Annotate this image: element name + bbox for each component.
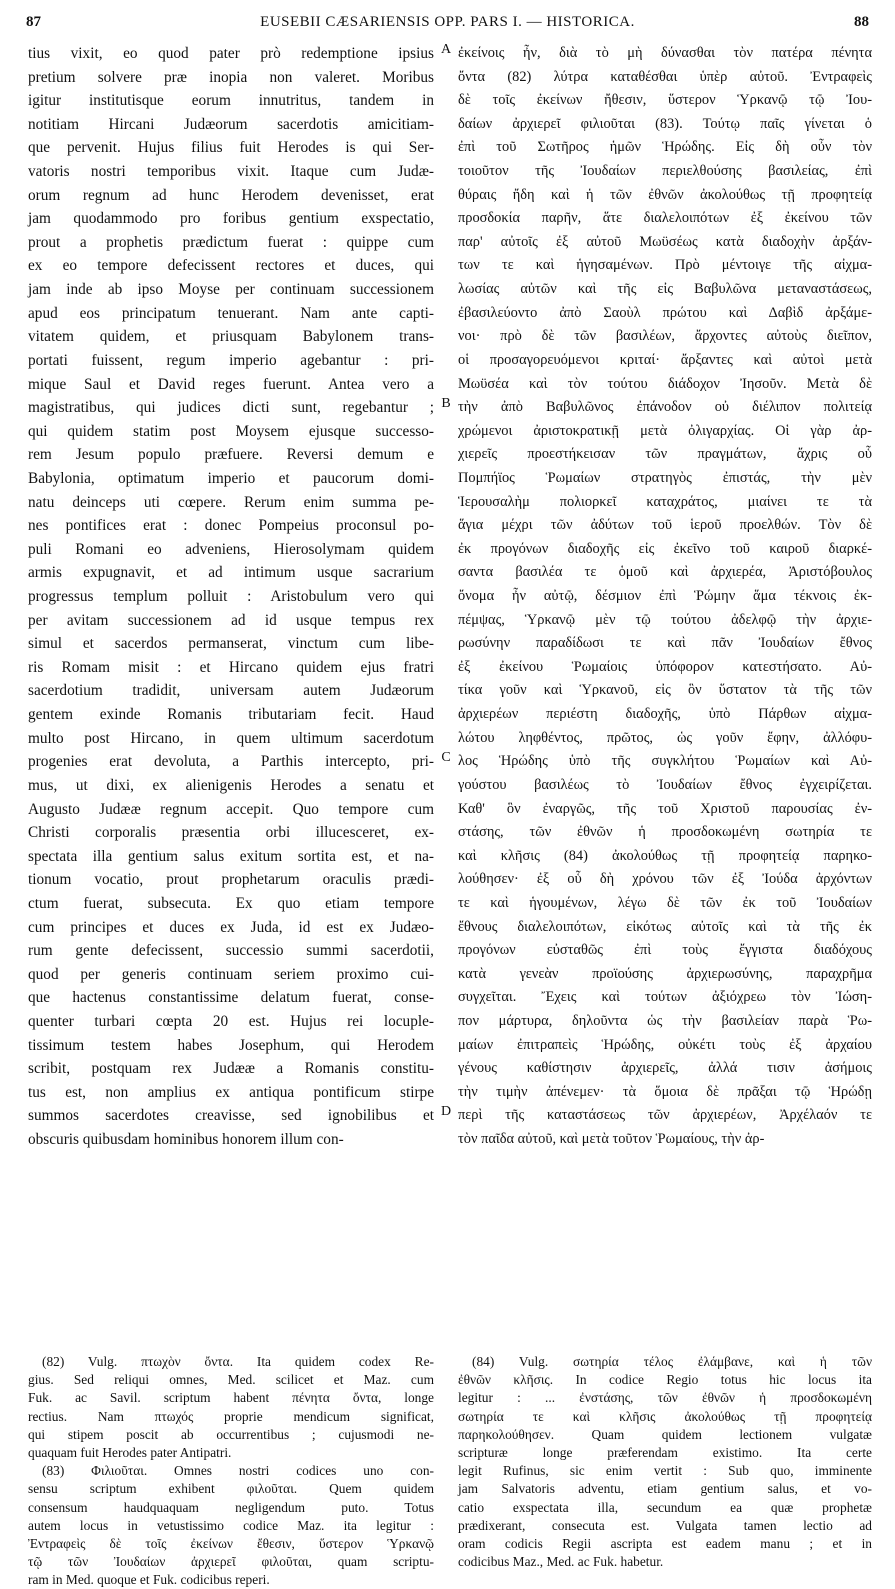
margin-marker-b: B <box>441 396 451 411</box>
text-line: prout a prophetis prædictum fuerat : quippe cum <box>28 233 434 251</box>
text-line: quod per generis continuam seriem proximo cui- <box>28 965 434 983</box>
text-line: progressus templum polluit : Aristobulum vero qui <box>28 588 434 606</box>
footnote-line: jam Salvatoris adventu, etiam gentium salus, et vo- <box>458 1481 872 1497</box>
footnote-line: παρηκολούθησεν. Quam quidem lectionem vulgatæ <box>458 1426 872 1442</box>
footnote-line: (83) Φιλιοῦται. Omnes nostri codices uno con- <box>42 1463 434 1479</box>
text-line: rum gente defecissent, successio summi sacerdotii, <box>28 942 434 960</box>
text-line: tissimum testem habes Josephum, qui Herodem <box>28 1036 434 1054</box>
text-line: σαντα βασιλέα τε ὁμοῦ καὶ ἀρχιερέα, Ἀριστόβουλος <box>458 564 872 581</box>
text-line: λωσίας αὐτῶν καὶ τῆς εἰς Βαβυλῶνα μεταναστάσεως, <box>458 281 872 298</box>
text-line: προγόνων εὐσταθῶς ἐπὶ τοὺς ἔγγιστα διαδόχους <box>458 942 872 959</box>
text-line: δαίων ἀρχιερεῖ φιλιοῦται (83). Τούτῳ παῖς γίνεται ὁ <box>458 115 872 132</box>
text-line: sacerdotium tradidit, universam autem Judæorum <box>28 682 434 700</box>
footnote-line: σωτηρία τε καὶ κλῆσις ἀκολούθως τῇ προφητείᾳ <box>458 1408 872 1424</box>
text-line: καὶ κλῆσις (84) ἀκολούθως τῇ προφητείᾳ παρηκο- <box>458 847 872 864</box>
text-line: rem Jesum populo præfuere. Reversi demum e <box>28 446 434 464</box>
text-line: jam quodammodo pro foribus gentium exspectatio, <box>28 210 434 228</box>
text-line: κατὰ γενεὰν προϊούσης ἀρχιερωσύνης, παραχρῆμα <box>458 965 872 982</box>
text-line: ris Romam misit : et Hircano quidem ejus fratri <box>28 658 434 676</box>
margin-marker-a: A <box>440 42 452 57</box>
text-line: tius vixit, eo quod pater prò redemptione ipsius <box>28 45 434 62</box>
text-line: τὸν παῖδα αὐτοῦ, καὶ μετὰ τοῦτον Ῥωμαίους, τὴν ἀρ- <box>458 1131 765 1148</box>
footnotes-right <box>458 1353 872 1571</box>
text-line: τίκα γοῦν καὶ Ὑρκανοῦ, εἰς ὃν ὕστατον τὰ τῆς τῶν <box>458 682 872 699</box>
running-title: EUSEBII CÆSARIENSIS OPP. PARS I. — HISTORICA. <box>260 14 635 30</box>
text-line: ex eo tempore defecissent rectores et duces, qui <box>28 257 434 275</box>
text-line: στάσης, τῶν ἐθνῶν ἡ προσδοκωμένη σωτηρία τε <box>458 824 872 841</box>
footnotes-left <box>28 1353 434 1589</box>
text-line: των τε καὶ ἡγησαμένων. Πρὸ μέντοιγε τῆς αἰχμα- <box>458 257 872 274</box>
text-line: gentem exinde Romanis tributariam fecit. Haud <box>28 706 434 724</box>
text-line: vitatem quidem, et priusquam Babylonem trans- <box>28 328 434 346</box>
text-line: χρώμενοι ἀριστοκρατικῇ μετὰ ὀλιγαρχίας. Οἱ γὰρ ἀρ- <box>458 422 872 439</box>
text-line: παρ' αὐτοῖς ἐξ αὐτοῦ Μωϋσέως κατὰ διαδοχὴν ἀρξάν- <box>458 233 872 250</box>
text-line: multo post Hircano, in quem ultimum sacerdotum <box>28 729 434 747</box>
text-line: προσδοκία παρῆν, ἅτε διαλελοιπότων ἐξ ἐκείνου τῶν <box>458 210 872 227</box>
text-line: spectata illa gentium salus exitum sortita est, et na- <box>28 847 434 865</box>
text-line: magistratibus, qui judices dicti sunt, regebantur ; <box>28 399 434 417</box>
text-line: obscuris quibusdam hominibus honorem illum con- <box>28 1131 344 1149</box>
text-line: ρωσύνην παραδίδωσι τε καὶ πᾶν Ἰουδαίων ἔθνος <box>458 635 872 652</box>
text-line: simul et sacerdos permanserat, vinctum cum libe- <box>28 635 434 653</box>
footnote-line: scripturæ longe præferendam existimo. Ita certe <box>458 1444 872 1460</box>
footnote-line: sensu scriptum exhibent φιλοῦται. Quem quidem <box>28 1481 434 1497</box>
latin-text-column <box>28 42 434 1152</box>
text-line: que hactenus constantissime delatum fuerat, conse- <box>28 989 434 1007</box>
margin-marker-c: C <box>441 750 451 765</box>
footnote-line: Ἐντραφεὶς δὲ τοῖς ἐκείνων ἔθεσιν, ὕστερον Ὑρκανῷ <box>28 1535 434 1551</box>
page-number-right: 88 <box>854 14 869 30</box>
text-line: per avitam successionem ad id usque tempus rex <box>28 611 434 629</box>
text-line: vatoris nostri temporibus vixit. Itaque cum Judæ- <box>28 163 434 181</box>
text-line: Augusto Judææ regnum accepit. Quo tempore cum <box>28 800 434 818</box>
text-line: τε καὶ ἡγουμένων, λέγω δὲ τῶν ἐκ τοῦ Ἰουδαίων <box>458 894 872 911</box>
text-line: ἔθνους διαλελοιπότων, εἰκότως αὐτοῖς καὶ τὰ τῆς ἐκ <box>458 918 872 935</box>
footnote-line: τῷ τῶν Ἰουδαίων ἀρχιερεῖ φιλοῦται, quam scriptu- <box>28 1554 434 1570</box>
text-line: ἐπὶ τοῦ Σωτῆρος ἡμῶν Ἡρώδης. Εἰς δὴ οὖν τὸν <box>458 139 872 156</box>
footnote-line: oram codicis Regii ascripta est eadem manu ; et in <box>458 1535 872 1551</box>
text-line: Πομπήϊος Ῥωμαίων στρατηγὸς ἐπιστάς, τὴν μὲν <box>458 469 872 486</box>
margin-marker-d: D <box>440 1104 452 1119</box>
text-line: Ἱερουσαλὴμ πολιορκεῖ καταχράτος, μιαίνει τε τὰ <box>458 493 872 510</box>
text-line: tus est, non amplius ex antiqua pontificum stirpe <box>28 1083 434 1101</box>
text-line: συγχεῖται. Ἔχεις καὶ τούτων ἀξιόχρεω τὸν Ἰώση- <box>458 989 872 1006</box>
text-line: πον μάρτυρα, δηλοῦντα ὡς τὴν βασιλείαν παρὰ Ῥω- <box>458 1012 872 1029</box>
text-line: Μωϋσέα καὶ τὸν τούτου διάδοχον Ἰησοῦν. Μετὰ δὲ <box>458 375 872 392</box>
footnote-line: legitur : ... ἐνστάσης, τῶν ἐθνῶν ἡ προσδοκωμένη <box>458 1390 872 1406</box>
page-number-left: 87 <box>26 14 41 30</box>
footnote-line: (84) Vulg. σωτηρία τέλος ἐλάμβανε, καὶ ἡ τῶν <box>472 1354 872 1369</box>
text-line: γούστου βασιλέως τὸ Ἰουδαίων ἔθνος ἐγχειρίζεται. <box>458 776 872 793</box>
footnote-line: ram in Med. quoque et Fuk. codicibus reperi. <box>28 1572 270 1588</box>
text-line: scribit, postquam rex Judææ a Romanis constitu- <box>28 1060 434 1078</box>
text-line: νοι· πρὸ δὲ τῶν βασιλέων, ἄρχοντες αὐτοὺς διεῖπον, <box>458 328 872 345</box>
text-line: summos sacerdotes creavisse, sed ignobilibus et <box>28 1107 434 1125</box>
footnote-line: quaquam fuit Herodes pater Antipatri. <box>28 1444 232 1460</box>
text-line: ὄντα (82) λύτρα καταθέσθαι ὑπὲρ αὐτοῦ. Ἐντραφεὶς <box>458 68 872 85</box>
text-line: λούθησεν· ἐξ οὗ δὴ χρόνου τῶν ἐξ Ἰούδα ἀρχόντων <box>458 871 872 888</box>
text-line: τὴν τιμὴν ἀπένεμεν· τὰ ὅμοια δὲ πρᾶξαι τῷ Ἡρώδῃ <box>458 1083 872 1100</box>
text-line: natu deinceps uti cœpere. Rerum enim summa pe- <box>28 493 434 511</box>
footnote-line: legit Rufinus, sic enim vertit : Sub quo, imminente <box>458 1463 872 1479</box>
text-line: τὴν ἀπὸ Βαβυλῶνος ἐπάνοδον οὐ διέλιπον πολιτείᾳ <box>458 399 872 416</box>
footnote-line: qui stipem poscit ab occurrentibus ; cujusmodi ne- <box>28 1426 434 1442</box>
text-line: pretium solvere præ inopia non valeret. Moribus <box>28 68 434 86</box>
text-line: ἐκ προγόνων διαδοχῆς εἰς ἐκεῖνο τοῦ καιροῦ διαρκέ- <box>458 540 872 557</box>
text-line: qui quidem statim post Moysem ejusque successo- <box>28 422 434 440</box>
text-line: ἅγια μέχρι τῶν ἀδύτων τοῦ ἱεροῦ προελθών. Τὸν δὲ <box>458 517 872 534</box>
text-line: τοιοῦτον τῆς Ἰουδαίων περιελθούσης βασιλείας, ἐπὶ <box>458 163 872 180</box>
text-line: ctum fuerat, subsecuta. Ex quo etiam tempore <box>28 894 434 912</box>
text-line: λος Ἡρώδης ὑπὸ τῆς συγκλήτου Ῥωμαίων καὶ Αὐ- <box>458 753 872 770</box>
text-line: ἀρχιερέων περιέστη διαδοχῆς, ὑπὸ Πάρθων αἰχμα- <box>458 706 872 723</box>
text-line: orum regnum ad hunc Herodem devenisset, erat <box>28 186 434 204</box>
text-line: ὄνομα ἦν αὐτῷ, δέσμιον ἐπὶ Ῥώμην ἅμα τέκνοις ἐκ- <box>458 588 872 605</box>
footnote-line: catio exspectata illa, secundum ea quæ prophetæ <box>458 1499 872 1515</box>
text-line: jam inde ab ipso Moyse per continuam successionem <box>28 281 434 299</box>
footnote-line: consensum haudquaquam negligendum puto. Totus <box>28 1499 434 1515</box>
text-line: Καθ' ὃν ἐναργῶς, τῆς τοῦ Χριστοῦ παρουσίας ἐν- <box>458 800 872 817</box>
footnote-line: gius. Sed reliqui omnes, Med. scilicet et Maz. cum <box>28 1372 434 1388</box>
text-line: nes pontifices erat : donec Pompeius proconsul po- <box>28 517 434 535</box>
footnote-line: Fuk. ac Savil. scriptum habent πένητα ὄντα, longe <box>28 1390 434 1406</box>
footnote-line: ἐθνῶν κλῆσις. In codice Regio totus hic locus ita <box>458 1372 872 1388</box>
text-line: οἱ προσαγορευόμενοι κριταί· ἄρξαντες καὶ αὐτοὶ μετὰ <box>458 351 872 368</box>
text-line: θύραις ἤδη καὶ ἡ τῶν ἐθνῶν ἀκολούθως τῇ προφητείᾳ <box>458 186 872 203</box>
footnote-line: codicibus Maz., Med. ac Fuk. habetur. <box>458 1554 664 1570</box>
text-line: χιερεῖς προεστήκεισαν τῶν πραγμάτων, ἄχρις οὗ <box>458 446 872 463</box>
text-line: tionum vocatio, prout prophetarum oraculis prædi- <box>28 871 434 889</box>
footnote-line: rectius. Nam πτωχός proprie mendicum significat, <box>28 1408 434 1424</box>
text-line: δὲ τοῖς ἐκείνων ἤθεσιν, ὕστερον Ὑρκανῷ τῷ Ἰου- <box>458 92 872 109</box>
text-line: quenter turbari cœpta 20 est. Hujus rei locuple- <box>28 1012 434 1030</box>
text-line: puli Romani eo adveniens, Hierosolymam quidem <box>28 540 434 558</box>
text-line: igitur institutisque eorum innutritus, tandem in <box>28 92 434 110</box>
text-line: πέμψας, Ὑρκανῷ μὲν τῷ τούτου ἀδελφῷ τὴν ἀρχιε- <box>458 611 872 628</box>
footnote-line: (82) Vulg. πτωχὸν ὄντα. Ita quidem codex Re- <box>42 1354 434 1369</box>
text-line: apud eos principatum tenuerant. Nam ante capti- <box>28 304 434 322</box>
text-line: Christi corporalis præsentia orbi illucesceret, ex- <box>28 824 434 842</box>
text-line: περὶ τῆς καταστάσεως τῶν ἀρχιερέων, Ἀρχέλαόν τε <box>458 1107 872 1124</box>
text-line: ἐβασιλεύοντο ἀπὸ Σαοὺλ πρώτου καὶ Δαβὶδ ἀρξάμε- <box>458 304 872 321</box>
greek-text-column <box>458 42 872 1152</box>
text-line: armis expugnavit, et ad intimum usque sacrarium <box>28 564 434 582</box>
text-line: μαίων ἐπιτραπεὶς Ἡρώδης, οὐκέτι τοὺς ἐξ ἀρχαίου <box>458 1036 872 1053</box>
text-line: mique Saul et David reges fuerunt. Antea vero a <box>28 375 434 393</box>
text-line: mus, ut dixi, ex alienigenis Herodes a senatu et <box>28 776 434 794</box>
text-line: ἐκείνοις ἦν, διὰ τὸ μὴ δύνασθαι τὸν πατέρα πένητα <box>458 45 872 61</box>
text-line: γένους καθίστησιν ἀρχιερεῖς, ἀλλά τισιν ἀσήμοις <box>458 1060 872 1077</box>
text-line: λώτου ληφθέντος, πρῶτος, ὡς γοῦν ἔφην, ἀλλόφυ- <box>458 729 872 746</box>
text-line: progenies erat devoluta, a Parthis intercepto, pri- <box>28 753 434 771</box>
text-line: cum principes et duces ex Juda, id est ex Judæo- <box>28 918 434 936</box>
text-line: portati fuissent, regum imperio agebantur : pri- <box>28 351 434 369</box>
text-line: Babylonia, optimatum imperio et paucorum domi- <box>28 469 434 487</box>
footnote-line: prædixerant, consecuta est. Vulgata tamen lectio ad <box>458 1517 872 1533</box>
footnote-line: autem locus in vetustissimo codice Maz. ita legitur : <box>28 1517 434 1533</box>
running-header <box>26 14 869 40</box>
text-line: ἐξ ἐκείνου Ῥωμαίοις ὑπόφορον κατεστήσατο. Αὐ- <box>458 658 872 675</box>
text-line: que pervenit. Hujus filius fuit Herodes is qui Ser- <box>28 139 434 157</box>
text-line: notitiam Hircani Judæorum sacerdotis amicitiam- <box>28 115 434 133</box>
